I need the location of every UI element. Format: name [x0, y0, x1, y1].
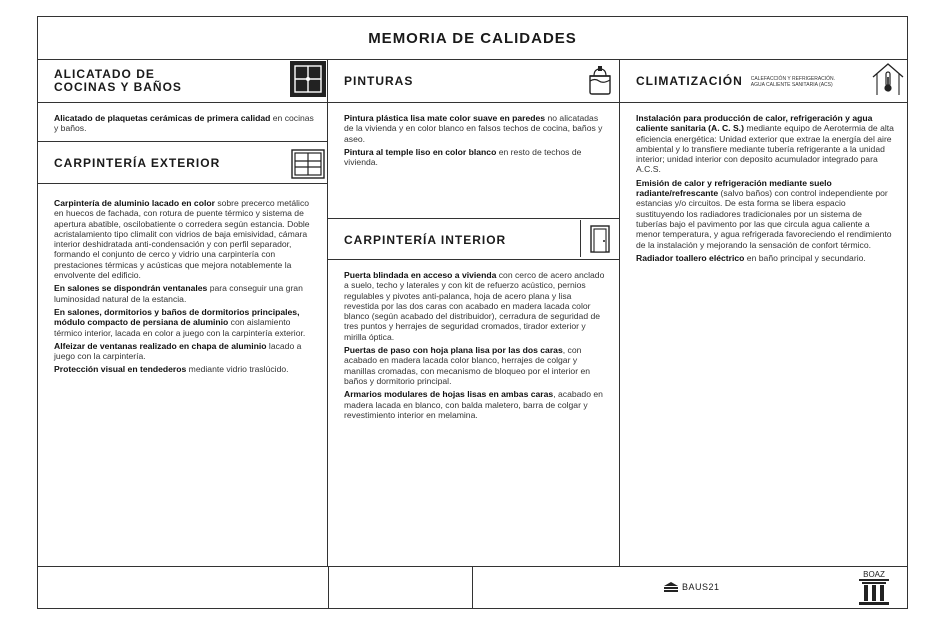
paragraph	[54, 364, 316, 374]
climatization-text	[636, 113, 894, 266]
section-title-climatization-wrap	[636, 75, 835, 88]
paint-text	[344, 113, 606, 170]
interior-carpentry-text	[344, 270, 606, 423]
svg-text:BOAZ: BOAZ	[863, 570, 885, 579]
paragraph	[344, 147, 606, 168]
title-bar	[38, 17, 907, 60]
exterior-carpentry-text	[54, 198, 316, 378]
paragraph-text: (salvo baños) con control independiente por estancias y/o circuitos. De esta forma se libera espacio sustituyendo los radiadores tradicionales por un sistema de tuberías bajo el pavimento por las que circula agua caliente a menor temperatura, y agua refrigerada favoreciendo el rendimiento de la instalación y mejorando la sensación de confort térmico.	[636, 188, 892, 250]
bold-lead: Alfeizar de ventanas realizado en chapa de aluminio	[54, 340, 267, 351]
section-header-climatization	[620, 60, 907, 103]
paragraph-text: para conseguir una gran luminosidad natural de la estancia.	[54, 283, 303, 304]
bold-lead: Radiador toallero eléctrico	[636, 252, 745, 263]
page-title: MEMORIA DE CALIDADES	[368, 29, 577, 47]
column-climatization	[620, 60, 907, 566]
paragraph	[54, 341, 316, 362]
bold-lead: Pintura al temple liso en color blanco	[344, 146, 497, 157]
paragraph	[54, 113, 316, 134]
bau-house-icon	[663, 581, 679, 593]
footer-logos	[473, 567, 907, 609]
bold-lead: Puerta blindada en acceso a vivienda	[344, 270, 497, 280]
bau-logo-text: BAUS21	[682, 582, 720, 592]
section-title-paint: PINTURAS	[344, 74, 414, 88]
paragraph	[54, 198, 316, 280]
section-header-exterior-carpentry	[38, 141, 327, 184]
section-title-line1: ALICATADO DE	[54, 67, 155, 81]
footer-cell	[328, 567, 473, 609]
subtitle-line1: CALEFACCIÓN Y REFRIGERACIÓN.	[750, 75, 836, 82]
section-header-interior-carpentry	[328, 218, 619, 260]
paragraph	[344, 389, 606, 420]
paragraph-text: con aislamiento térmico interior, lacada en color a juego con la carpintería exterior.	[54, 317, 306, 338]
section-title-exterior-carpentry: CARPINTERÍA EXTERIOR	[54, 156, 221, 170]
section-title-interior-carpentry: CARPINTERÍA INTERIOR	[344, 233, 507, 247]
paragraph	[344, 345, 606, 386]
paragraph-text: en resto de techos de vivienda.	[344, 146, 582, 168]
window-icon	[290, 147, 326, 180]
section-title-line2: COCINAS Y BAÑOS	[54, 80, 182, 94]
document-frame	[37, 16, 908, 609]
bold-lead: Instalación para producción de calor, refrigeración y agua caliente sanitaria (A. C. S.)	[636, 113, 873, 134]
paragraph	[636, 178, 894, 250]
bold-lead: Armarios modulares de hojas lisas en ambas caras	[344, 389, 554, 400]
paragraph-text: , con acabado en madera lacada color blanco, herrajes de colgar y manillas cromadas, con mecanismo de bloqueo por el interior en baños y dormitorio principal.	[344, 345, 591, 386]
climatization-subtitle	[751, 76, 835, 88]
tiling-text	[54, 113, 316, 137]
door-icon	[580, 220, 618, 257]
section-header-paint	[328, 60, 619, 103]
bold-lead: Carpintería de aluminio lacado en color	[54, 198, 215, 208]
paragraph-text: sobre precerco metálico en huecos de fachada, con rotura de puente térmico y sistema de apertura abatible, oscilobatiente o corredera según estancia. Doble acristalamiento tipo climalit con vidrios de baja emisividad, cámara interior deshidratada anti-condensación y con perfil separador, formando el conjunto de cerco y vidrio una carpintería con prestaciones térmicas y acústicas que mejora notablemente la envolvente del edificio.	[54, 198, 310, 281]
paragraph	[344, 270, 606, 342]
column-tiling-exterior-carpentry	[38, 60, 328, 566]
paragraph	[344, 113, 606, 144]
paragraph	[636, 113, 894, 175]
paint-bucket-icon	[582, 62, 618, 98]
bold-lead: Pintura plástica lisa mate color suave en paredes	[344, 113, 546, 123]
paragraph-text: mediante vidrio traslúcido.	[186, 364, 289, 375]
column-paint-interior-carpentry	[328, 60, 620, 566]
footer	[38, 566, 907, 608]
bold-lead: En salones, dormitorios y baños de dormitorios principales, módulo compacto de persiana de aluminio	[54, 306, 300, 328]
paragraph-text: , acabado en madera lacada en blanco, con balda maletero, barra de colgar y revestimiento interior en melamina.	[344, 389, 603, 420]
paragraph-text: lacado a juego con la carpintería.	[54, 340, 302, 362]
subtitle-line2: AGUA CALIENTE SANITARIA (ACS)	[750, 81, 833, 88]
paragraph	[636, 253, 894, 263]
bau-logo	[663, 581, 720, 593]
section-header-tiling	[38, 60, 327, 103]
paragraph-text: no alicatadas de la vivienda y en color blanco en falsos techos de cocina, baños y aseo.	[344, 113, 603, 144]
paragraph-text: mediante equipo de Aerotermia de alta eficiencia energética: Unidad exterior que extrae la energía del aire ambiental y lo transfiere mediante tubería refrigerante a la unidad interior; unidad interior con deposito acumulador integrado para A.C.S.	[636, 123, 894, 175]
bold-lead: Protección visual en tendederos	[54, 364, 187, 375]
paragraph-text: con cerco de acero anclado a suelo, techo y laterales y con kit de refuerzo acústico, pernios regulables y pivotes anti-palanca, hoja de acero plana y lisa revestida por las dos caras con acabado en madera lacada color blanco (según acabado del distribuidor), cerradura de seguridad de tres puntos y herrajes de seguridad cromados, tirador exterior y mirilla óptica.	[344, 270, 605, 342]
paragraph	[54, 283, 316, 304]
bold-lead: En salones se dispondrán ventanales	[54, 283, 208, 294]
section-title-tiling	[54, 68, 182, 94]
bold-lead: Puertas de paso con hoja plana lisa por las dos caras	[344, 345, 563, 356]
paragraph-text: en cocinas y baños.	[54, 113, 314, 134]
boaz-logo	[857, 569, 891, 607]
thermometer-house-icon	[870, 61, 906, 97]
tile-icon	[290, 61, 326, 97]
bold-lead: Alicatado de plaquetas cerámicas de primera calidad	[54, 113, 271, 123]
section-title-climatization: CLIMATIZACIÓN	[636, 74, 743, 88]
bold-lead: Emisión de calor y refrigeración mediante suelo radiante/refrescante	[636, 177, 832, 199]
paragraph-text: en baño principal y secundario.	[744, 252, 866, 263]
paragraph	[54, 307, 316, 338]
